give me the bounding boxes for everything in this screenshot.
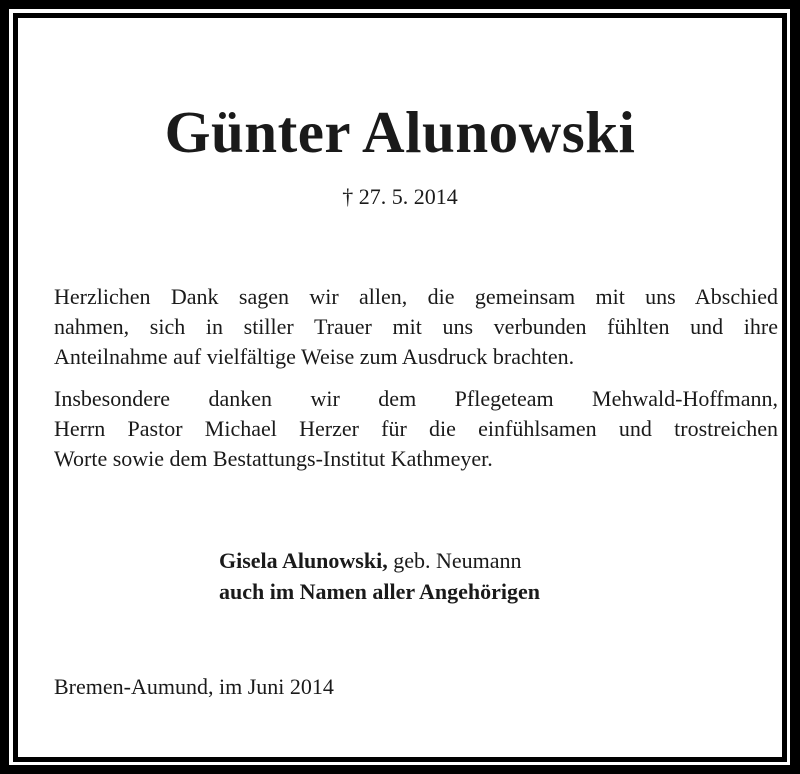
special-thanks-paragraph [54, 384, 778, 474]
thanks-paragraph [54, 282, 778, 372]
text-line: Worte sowie dem Bestattungs-Institut Kathmeyer. [54, 446, 493, 471]
signature-block [219, 545, 540, 607]
text-line: Insbesondere danken wir dem Pflegeteam Mehwald-Hoffmann, [54, 386, 778, 411]
deceased-name: Günter Alunowski [164, 99, 636, 165]
text-line: Herzlichen Dank sagen wir allen, die gemeinsam mit uns Abschied [54, 284, 778, 309]
text-line: Herrn Pastor Michael Herzer für die einfühlsamen und trostreichen [54, 416, 778, 441]
signature-family-line: auch im Namen aller Angehörigen [219, 579, 541, 604]
text-line: nahmen, sich in stiller Trauer mit uns verbunden fühlten und ihre [54, 314, 778, 339]
death-date: † 27. 5. 2014 [342, 184, 458, 209]
signer-name: Gisela Alunowski, [219, 548, 388, 573]
place-date: Bremen-Aumund, im Juni 2014 [54, 674, 334, 699]
signer-maiden-name: geb. Neumann [387, 548, 522, 573]
signature-name-line [219, 545, 540, 576]
text-line: Anteilnahme auf vielfältige Weise zum Ausdruck brachten. [54, 344, 575, 369]
